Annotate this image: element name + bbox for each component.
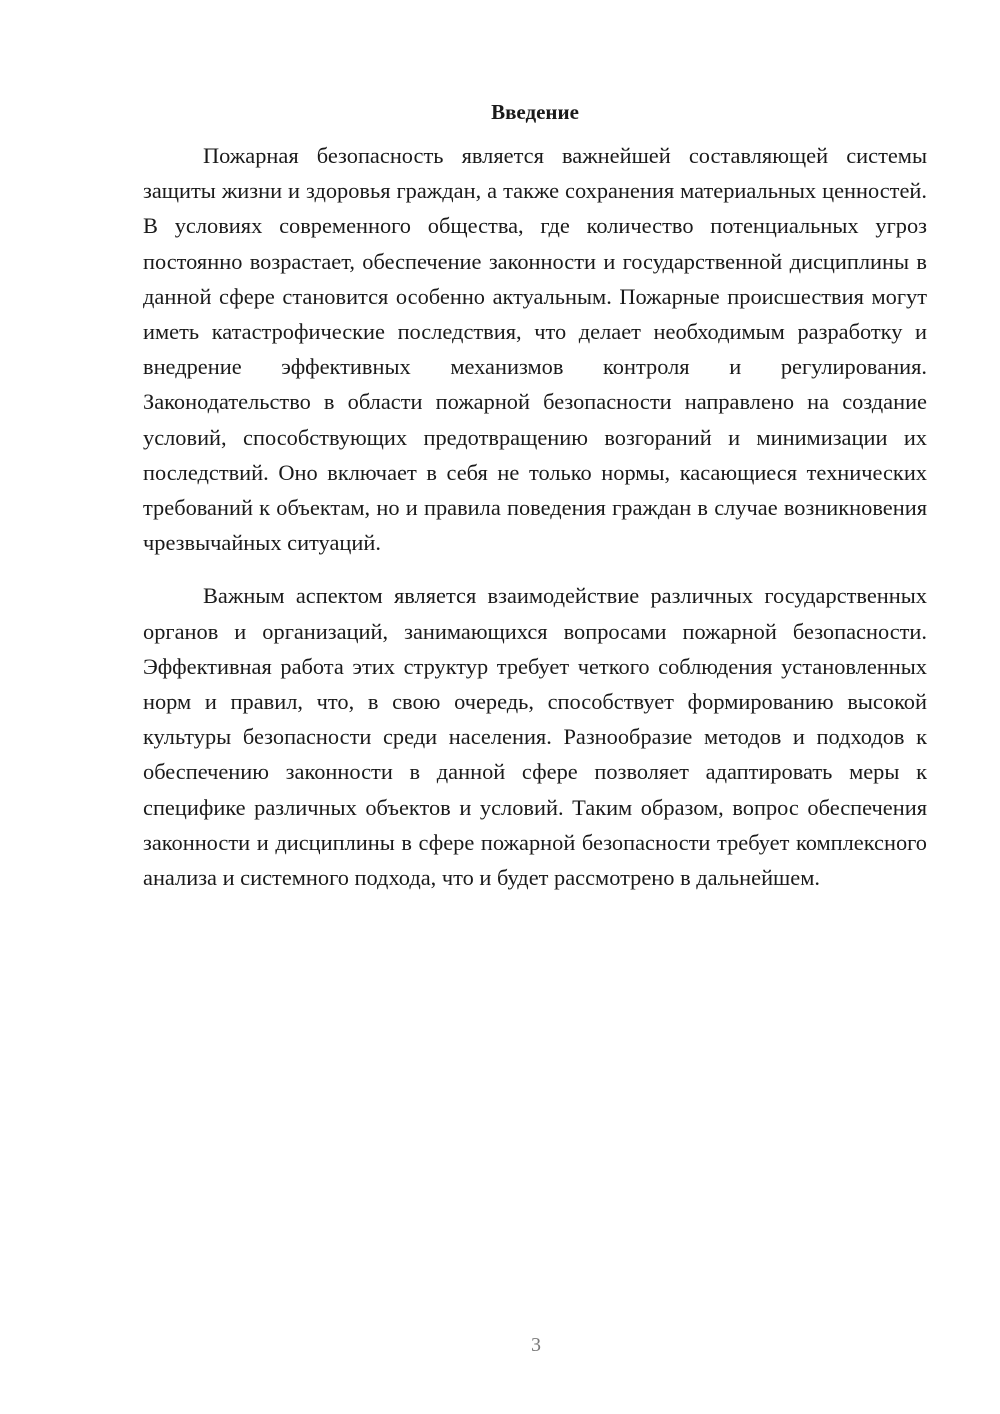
page-number: 3 xyxy=(531,1334,541,1356)
section-title: Введение xyxy=(491,100,579,124)
paragraph-1: Пожарная безопасность является важнейшей составляющей системы защиты жизни и здоровья граждан, а также сохранения материальных ценностей. В условиях современного общества, где количество потенциальных угроз постоянно возрастает, обеспечение законности и государственной дисциплины в данной сфере становится особенно актуальным. Пожарные происшествия могут иметь катастрофические последствия, что делает необходимым разработку и внедрение эффективных механизмов контроля и регулирования. Законодательство в области пожарной безопасности направлено на создание условий, способствующих предотвращению возгораний и минимизации их последствий. Оно включает в себя не только нормы, касающиеся технических требований к объектам, но и правила поведения граждан в случае возникновения чрезвычайных ситуаций. xyxy=(143,143,927,556)
paragraph-2: Важным аспектом является взаимодействие различных государственных органов и организаций, занимающихся вопросами пожарной безопасности. Эффективная работа этих структур требует четкого соблюдения установленных норм и правил, что, в свою очередь, способствует формированию высокой культуры безопасности среди населения. Разнообразие методов и подходов к обеспечению законности в данной сфере позволяет адаптировать меры к специфике различных объектов и условий. Таким образом, вопрос обеспечения законности и дисциплины в сфере пожарной безопасности требует комплексного анализа и системного подхода, что и будет рассмотрено в дальнейшем. xyxy=(143,583,927,891)
page-content xyxy=(143,97,927,895)
